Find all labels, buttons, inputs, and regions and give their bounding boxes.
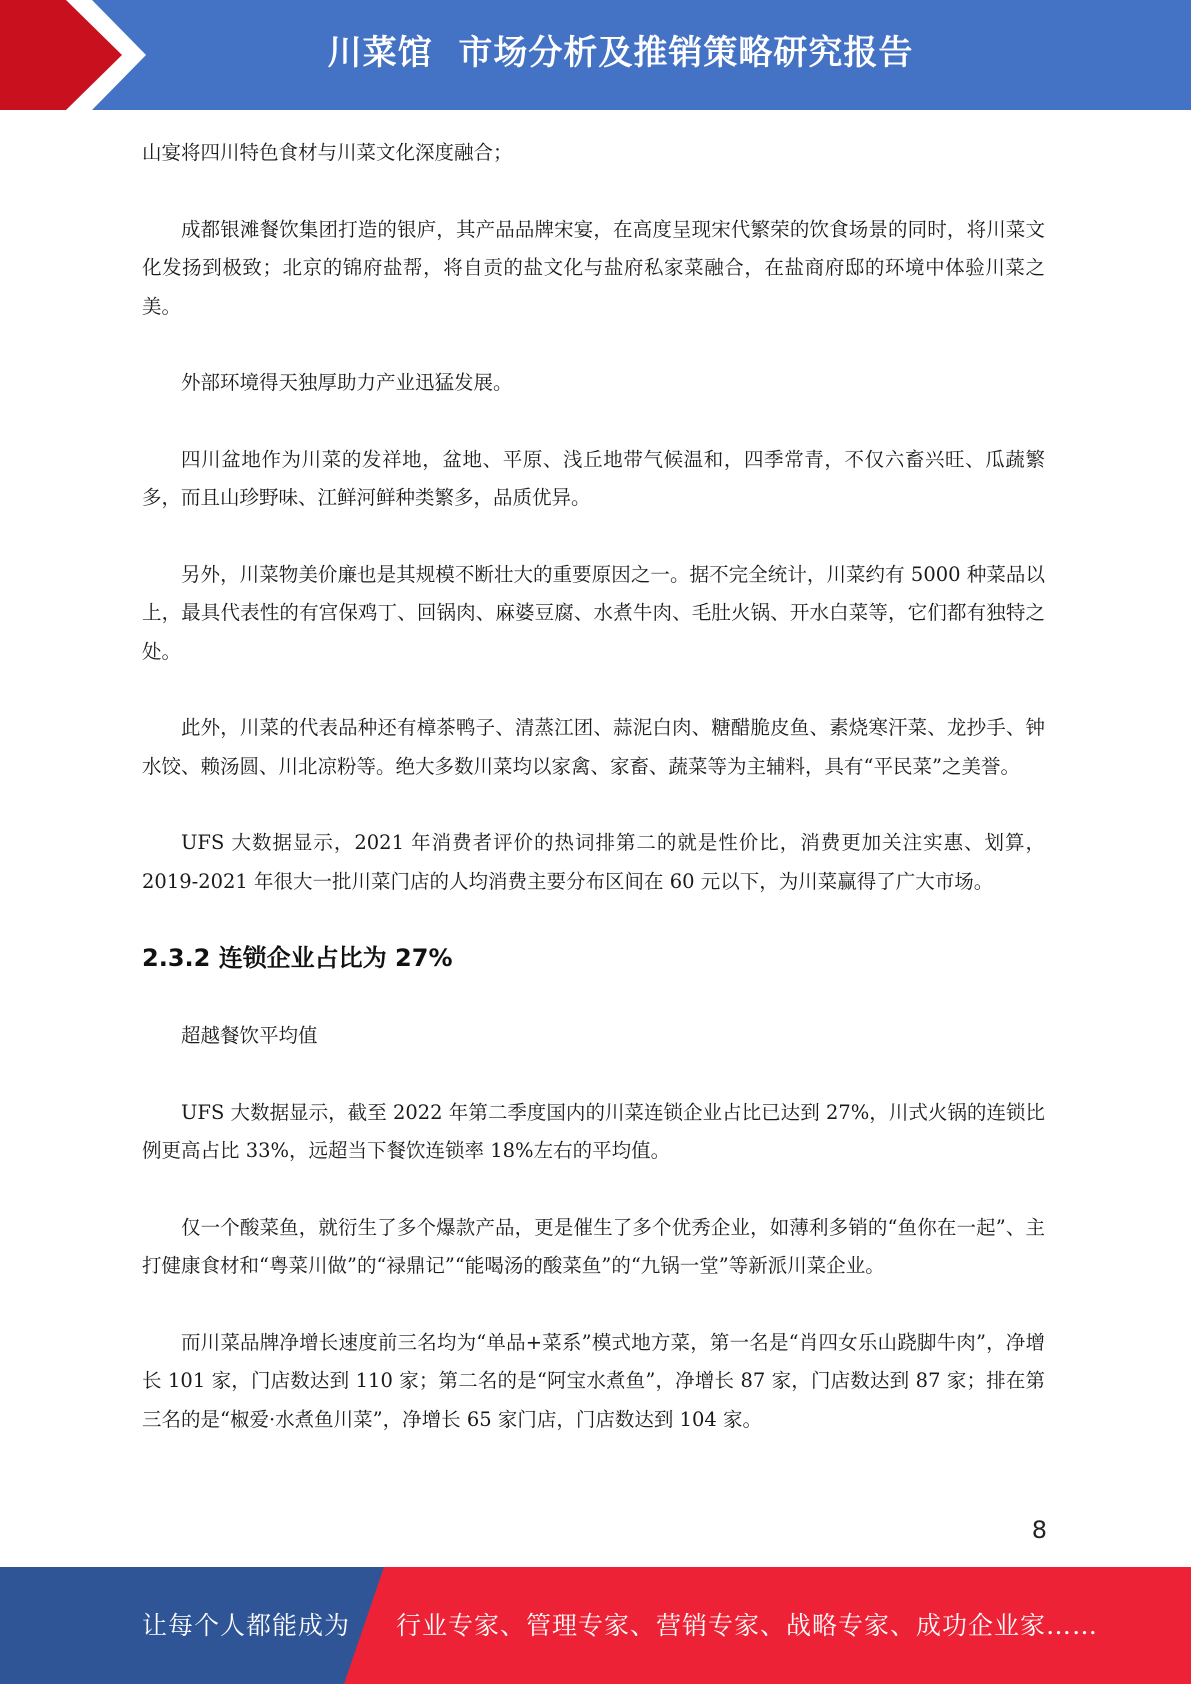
paragraph: 另外，川菜物美价廉也是其规模不断壮大的重要原因之一。据不完全统计，川菜约有 5000 种菜品以上，最具代表性的有宫保鸡丁、回锅肉、麻婆豆腐、水煮牛肉、毛肚火锅、开水白菜等，它们都有独特之处。 xyxy=(142,562,1045,663)
paragraph: 外部环境得天独厚助力产业迅猛发展。 xyxy=(181,371,513,394)
header-chevron-decoration xyxy=(0,0,160,110)
paragraph: 超越餐饮平均值 xyxy=(181,1024,318,1047)
paragraph: 此外，川菜的代表品种还有樟茶鸭子、清蒸江团、蒜泥白肉、糖醋脆皮鱼、素烧寒汗菜、龙抄手、钟水饺、赖汤圆、川北凉粉等。绝大多数川菜均以家禽、家畜、蔬菜等为主辅料，具有“平民菜”之美誉。 xyxy=(142,716,1045,778)
page-number: 8 xyxy=(1031,1516,1047,1544)
page-header xyxy=(0,0,1191,110)
footer-slogan-left: 让每个人都能成为 xyxy=(142,1611,351,1640)
paragraph: UFS 大数据显示，2021 年消费者评价的热词排第二的就是性价比，消费更加关注实惠、划算，2019-2021 年很大一批川菜门店的人均消费主要分布区间在 60 元以下，为川菜赢得了广大市场。 xyxy=(142,831,1045,893)
page-footer xyxy=(0,1567,1191,1684)
paragraph: 山宴将四川特色食材与川菜文化深度融合； xyxy=(142,141,513,164)
report-title: 川菜馆 市场分析及推销策略研究报告 xyxy=(327,33,914,73)
document-body xyxy=(142,134,1045,1477)
paragraph: UFS 大数据显示，截至 2022 年第二季度国内的川菜连锁企业占比已达到 27%，川式火锅的连锁比例更高占比 33%，远超当下餐饮连锁率 18%左右的平均值。 xyxy=(142,1100,1045,1162)
section-heading: 2.3.2 连锁企业占比为 27% xyxy=(142,944,453,972)
footer-slogan-right: 行业专家、管理专家、营销专家、战略专家、成功企业家…… xyxy=(396,1611,1099,1640)
paragraph: 成都银滩餐饮集团打造的银庐，其产品品牌宋宴，在高度呈现宋代繁荣的饮食场景的同时，将川菜文化发扬到极致；北京的锦府盐帮，将自贡的盐文化与盐府私家菜融合，在盐商府邸的环境中体验川菜之美。 xyxy=(142,217,1045,318)
paragraph: 而川菜品牌净增长速度前三名均为“单品+菜系”模式地方菜，第一名是“肖四女乐山跷脚牛肉”，净增长 101 家，门店数达到 110 家；第二名的是“阿宝水煮鱼”，净增长 87 家，门店数达到 87 家；排在第三名的是“椒爱·水煮鱼川菜”，净增长 65 家门店，门店数达到 104 家。 xyxy=(142,1330,1045,1431)
paragraph: 四川盆地作为川菜的发祥地，盆地、平原、浅丘地带气候温和，四季常青，不仅六畜兴旺、瓜蔬繁多，而且山珍野味、江鲜河鲜种类繁多，品质优异。 xyxy=(142,447,1045,509)
paragraph: 仅一个酸菜鱼，就衍生了多个爆款产品，更是催生了多个优秀企业，如薄利多销的“鱼你在一起”、主打健康食材和“粤菜川做”的“禄鼎记”“能喝汤的酸菜鱼”的“九锅一堂”等新派川菜企业。 xyxy=(142,1215,1045,1277)
